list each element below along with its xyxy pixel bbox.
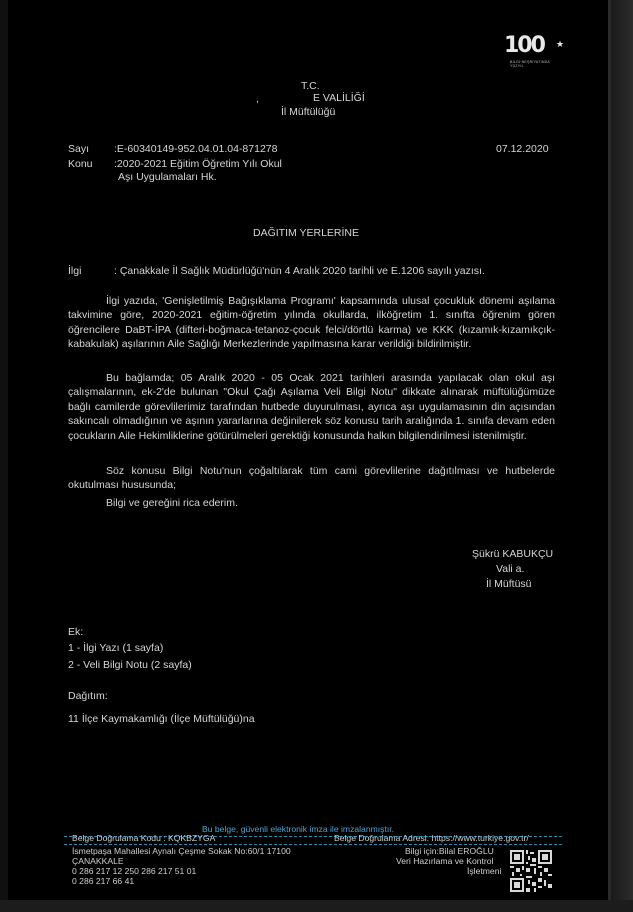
attachments-label: Ek: xyxy=(68,626,84,638)
scan-edge-bottom xyxy=(0,900,633,912)
star-icon: ★ xyxy=(556,39,565,49)
footer-divider xyxy=(64,844,562,845)
konu-label: Konu xyxy=(68,158,93,170)
esign-notice: Bu belge, güvenli elektronik imza ile imzalanmıştır. xyxy=(202,824,395,834)
distribution-label: Dağıtım: xyxy=(68,690,108,702)
body-paragraph-2: Bu bağlamda; 05 Aralık 2020 - 05 Ocak 2021 tarihleri arasında yapılacak olan okul aşı çalışmalarının, ek-2'de bulunan "Okul Çağı Aşılama Veli Bilgi Notu" dikkate alınarak müftülüğümüze bağlı camilerde görevlilerimiz tarafından hutbede duyurulması, ayrıca aşı uygulamasının din açısından sakıncalı olmadığının ve aşının yararlarına değinilerek söz konusu tarih aralığında 1. sınıfa devam eden çocukların Aile Hekimliklerine götürülmeleri gerektiği konusunda halkın bilgilendirilmesi istenilmiştir. xyxy=(68,372,555,442)
qr-code-icon[interactable] xyxy=(510,850,552,892)
sayi-label: Sayı xyxy=(68,143,90,155)
header-office: İl Müftülüğü xyxy=(281,106,336,118)
konu-value-line2: Aşı Uygulamaları Hk. xyxy=(118,171,217,183)
document-date: 07.12.2020 xyxy=(496,143,549,155)
konu-value-line1: :2020-2021 Eğitim Öğretim Yılı Okul xyxy=(114,158,282,170)
verification-address[interactable]: Belge Doğrulama Adresi: https://www.turkiye.gov.tr/ xyxy=(334,833,529,843)
recipient-title: DAĞITIM YERLERİNE xyxy=(253,227,359,239)
office-phone: 0 286 217 12 250 286 217 51 01 xyxy=(72,866,197,876)
contact-role-2: İşletmeni xyxy=(467,866,502,876)
document-page xyxy=(8,0,611,900)
signatory-name: Şükrü KABUKÇU xyxy=(472,548,554,560)
sayi-value: :E-60340149-952.04.01.04-871278 xyxy=(114,143,278,155)
signatory-title-2: İl Müftüsü xyxy=(486,578,532,590)
body-paragraph-1: İlgi yazıda, 'Genişletilmiş Bağışıklama Programı' kapsamında ulusal çocukluk dönemi aşılama takvimine göre, 2020-2021 eğitim-öğretim yılında okullarda, ilköğretim 1. sınıfta öğrenim gören öğrencilere DaBT-İPA (difteri-boğmaca-tetanoz-çocuk felci/dörtlü karma) ve KKK (kızamık-kızamıkçık-kabakulak) aşılarının Aile Sağlığı Merkezlerinde yapılmasına karar verildiği bildirilmiştir. xyxy=(68,295,555,351)
verification-code: Belge Doğrulama Kodu : KQKBZYGA xyxy=(72,833,216,843)
distribution-item: 11 İlçe Kaymakamlığı (İlçe Müftülüğü)na xyxy=(68,713,255,725)
logo-subtitle: BİLGİ·NEŞRİYATINDA YÜZYIL xyxy=(510,60,550,68)
header-comma: , xyxy=(256,93,259,105)
signatory-title-1: Vali a. xyxy=(496,563,525,575)
scan-edge-right xyxy=(611,0,633,912)
office-address-line2: ÇANAKKALE xyxy=(72,856,124,866)
office-fax: 0 286 217 66 41 xyxy=(72,876,135,886)
header-tc: T.C. xyxy=(301,80,320,92)
header-governorship: E VALİLİĞİ xyxy=(313,92,365,104)
attachment-item: 1 - İlgi Yazı (1 sayfa) xyxy=(68,642,164,654)
office-address-line1: İsmetpaşa Mahallesi Aynalı Çeşme Sokak No:60/1 17100 xyxy=(72,846,291,856)
attachment-item: 2 - Veli Bilgi Notu (2 sayfa) xyxy=(68,659,192,671)
body-paragraph-3: Söz konusu Bilgi Notu'nun çoğaltılarak tüm cami görevlilerine dağıtılması ve hutbelerde okutulması hususunda; xyxy=(68,465,555,492)
body-paragraph-4: Bilgi ve gereğini rica ederim. xyxy=(106,497,238,509)
ilgi-text: : Çanakkale İl Sağlık Müdürlüğü'nün 4 Aralık 2020 tarihli ve E.1206 sayılı yazısı. xyxy=(114,265,485,277)
logo-number: 100 xyxy=(504,33,544,58)
contact-person: Bilgi için:Bilal EROĞLU xyxy=(405,846,494,856)
ilgi-label: İlgi xyxy=(68,265,82,277)
centennial-logo xyxy=(504,33,564,73)
contact-role-1: Veri Hazırlama ve Kontrol xyxy=(396,856,494,866)
